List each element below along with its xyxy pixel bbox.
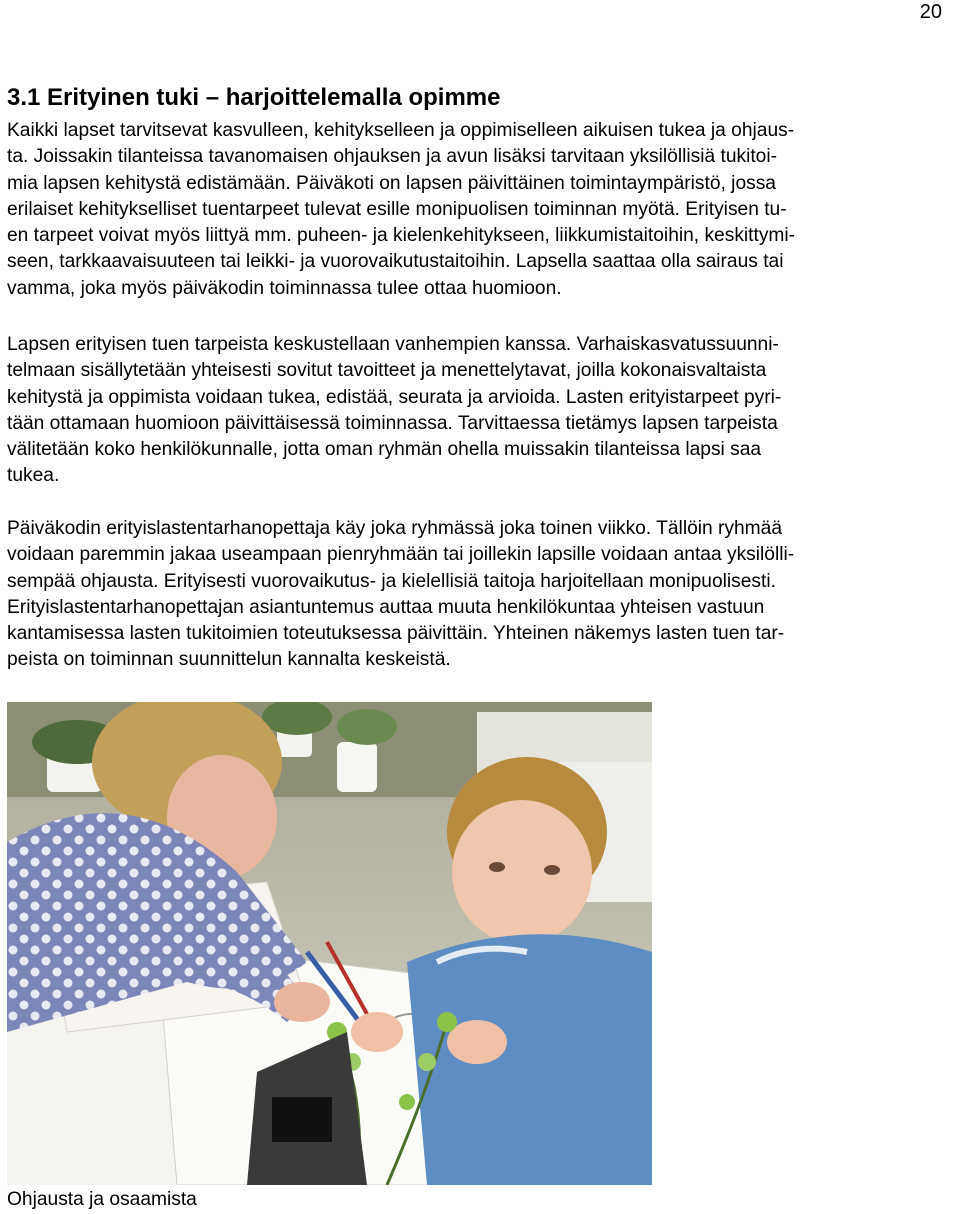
paragraph-3	[7, 516, 957, 674]
page-number: 20	[919, 1, 942, 23]
paragraph-1	[7, 118, 957, 302]
text-line: kehitystä ja oppimista voidaan tukea, edistää, seurata ja arvioida. Lasten erityistarpeet pyri-	[7, 386, 782, 408]
text-line: seen, tarkkaavaisuuteen tai leikki- ja vuorovaikutustaitoihin. Lapsella saattaa olla sairaus tai	[7, 251, 784, 273]
text-line: Kaikki lapset tarvitsevat kasvulleen, kehitykselleen ja oppimiselleen aikuisen tukea ja ohjaus-	[7, 120, 795, 141]
text-line: erilaiset kehitykselliset tuentarpeet tulevat esille monipuolisen toiminnan myötä. Erityisen tu-	[7, 198, 787, 220]
text-line: kantamisessa lasten tukitoimien toteutuksessa päivittäin. Yhteinen näkemys lasten tuen tar-	[7, 623, 785, 645]
text-line: en tarpeet voivat myös liittyä mm. puheen- ja kielenkehitykseen, liikkumistaitoihin, keskittymi-	[7, 225, 796, 247]
text-line: Erityislastentarhanopettajan asiantuntemus auttaa muuta henkilökuntaa yhteisen vastuun	[7, 596, 765, 618]
text-line: tään ottamaan huomioon päivittäisessä toiminnassa. Tarvittaessa tietämys lapsen tarpeista	[7, 412, 778, 434]
text-line: telmaan sisällytetään yhteisesti sovitut tavoitteet ja menettelytavat, joilla kokonaisvaltaista	[7, 360, 767, 382]
text-line: peista on toiminnan suunnittelun kannalta keskeistä.	[7, 649, 451, 671]
text-line: ta. Joissakin tilanteissa tavanomaisen ohjauksen ja avun lisäksi tarvitaan yksilöllisiä tukitoi-	[7, 146, 778, 168]
text-line: sempää ohjausta. Erityisesti vuorovaikutus- ja kielellisiä taitoja harjoitellaan monipuolisesti.	[7, 570, 776, 592]
text-line: mia lapsen kehitystä edistämään. Päiväkoti on lapsen päivittäinen toimintaympäristö, jossa	[7, 172, 776, 194]
figure-caption: Ohjausta ja osaamista	[7, 1189, 197, 1210]
text-line: tukea.	[7, 465, 60, 487]
text-line: Päiväkodin erityislastentarhanopettaja käy joka ryhmässä joka toinen viikko. Tällöin ryhmää	[7, 518, 783, 539]
paragraph-2	[7, 332, 957, 490]
text-line: voidaan paremmin jakaa useampaan pienryhmään tai joillekin lapsille voidaan antaa yksilölli-	[7, 544, 795, 566]
photo	[7, 702, 652, 1185]
text-line: Lapsen erityisen tuen tarpeista keskustellaan vanhempien kanssa. Varhaiskasvatussuunni-	[7, 334, 779, 355]
text-line: vamma, joka myös päiväkodin toiminnassa tulee ottaa huomioon.	[7, 277, 562, 299]
section-heading: 3.1 Erityinen tuki – harjoittelemalla opimme	[7, 84, 501, 111]
text-line: välitetään koko henkilökunnalle, jotta oman ryhmän ohella muissakin tilanteissa lapsi saa	[7, 439, 762, 461]
